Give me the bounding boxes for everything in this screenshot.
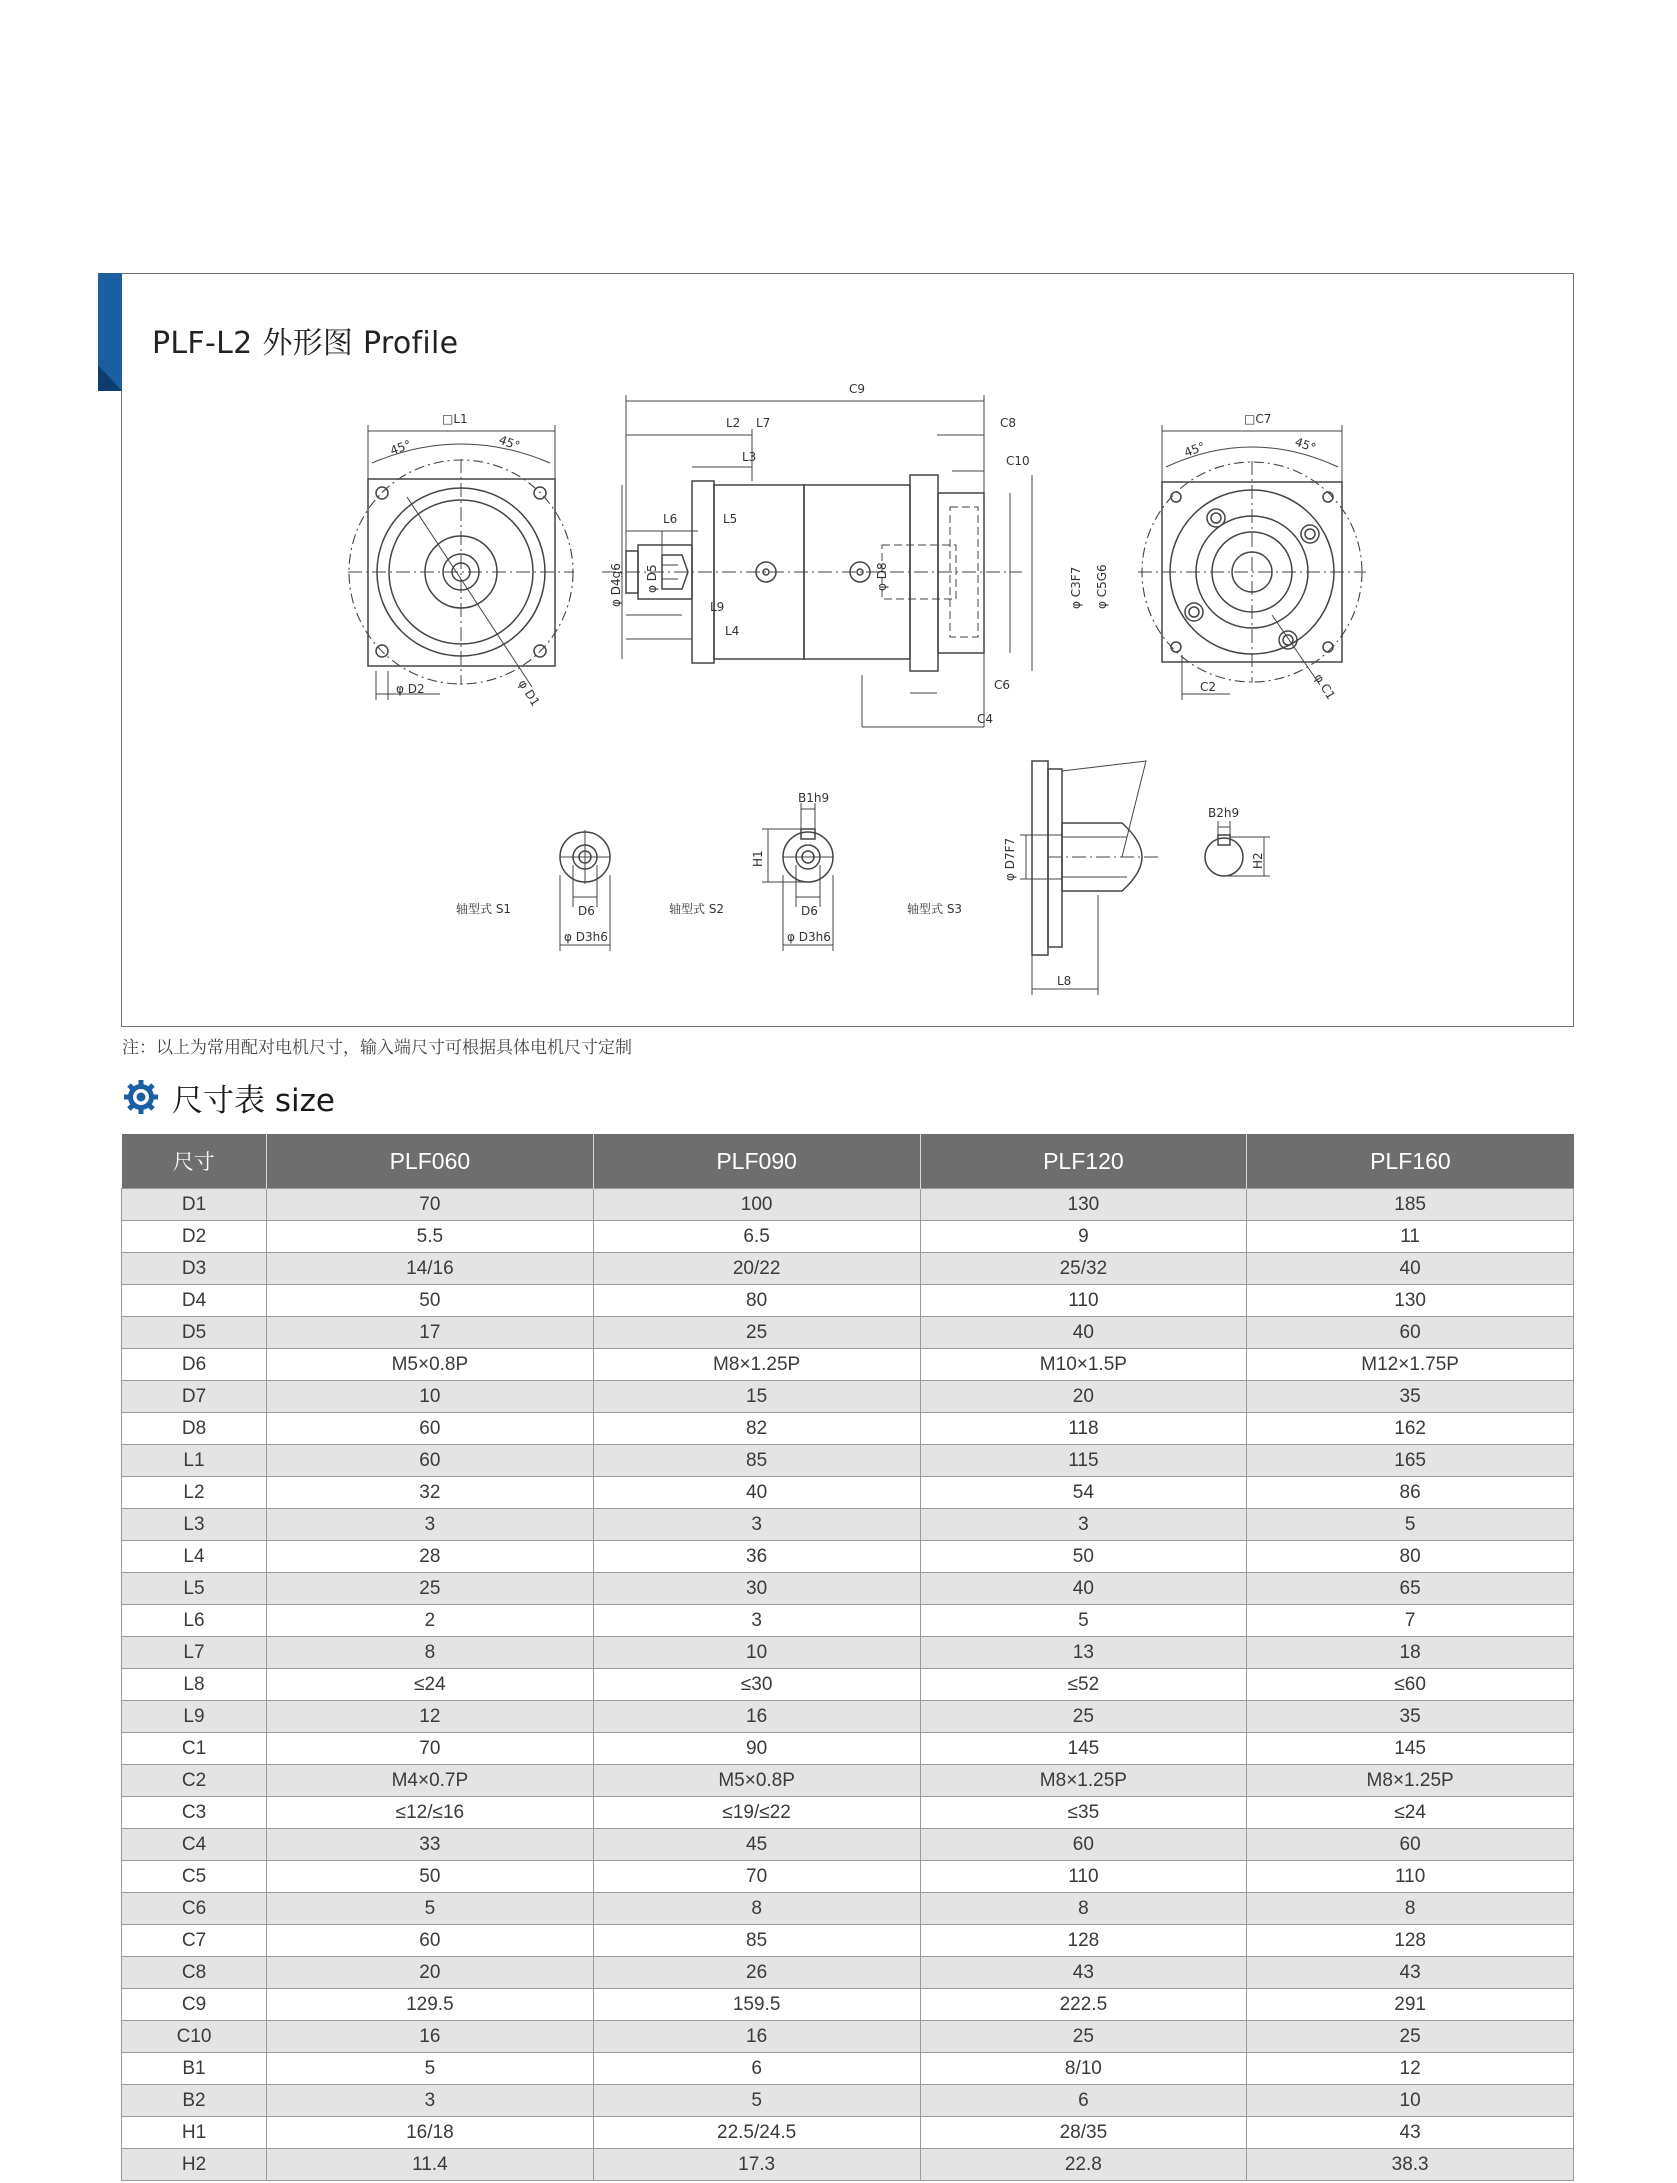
row-label-cell: L1 xyxy=(122,1445,267,1477)
value-cell: 25 xyxy=(593,1317,920,1349)
value-cell: 5.5 xyxy=(267,1221,594,1253)
dim-label: φ D7F7 xyxy=(1003,837,1017,881)
value-cell: 17 xyxy=(267,1317,594,1349)
value-cell: 110 xyxy=(920,1861,1247,1893)
value-cell: 3 xyxy=(267,2085,594,2117)
value-cell: 82 xyxy=(593,1413,920,1445)
value-cell: M8×1.25P xyxy=(1247,1765,1574,1797)
value-cell: 20/22 xyxy=(593,1253,920,1285)
table-row xyxy=(122,1573,1574,1605)
row-label-cell: C2 xyxy=(122,1765,267,1797)
dim-label: φ D2 xyxy=(396,682,425,696)
value-cell: 28/35 xyxy=(920,2117,1247,2149)
row-label-cell: C10 xyxy=(122,2021,267,2053)
value-cell: 130 xyxy=(920,1189,1247,1221)
value-cell: 18 xyxy=(1247,1637,1574,1669)
shaft-type-s3 xyxy=(1020,761,1162,995)
value-cell: 6 xyxy=(593,2053,920,2085)
value-cell: 11 xyxy=(1247,1221,1574,1253)
value-cell: 40 xyxy=(1247,1253,1574,1285)
dimension-table xyxy=(121,1134,1574,2181)
value-cell: 145 xyxy=(920,1733,1247,1765)
value-cell: 60 xyxy=(267,1445,594,1477)
value-cell: 159.5 xyxy=(593,1989,920,2021)
value-cell: 36 xyxy=(593,1541,920,1573)
row-label-cell: D5 xyxy=(122,1317,267,1349)
table-row xyxy=(122,1957,1574,1989)
value-cell: 60 xyxy=(1247,1829,1574,1861)
value-cell: 22.8 xyxy=(920,2149,1247,2181)
shaft-type-label: 轴型式 S1 xyxy=(456,902,512,916)
value-cell: 25/32 xyxy=(920,1253,1247,1285)
table-row xyxy=(122,1541,1574,1573)
shaft-type-label: 轴型式 S2 xyxy=(669,902,725,916)
value-cell: 5 xyxy=(267,2053,594,2085)
value-cell: 16 xyxy=(593,2021,920,2053)
row-label-cell: D2 xyxy=(122,1221,267,1253)
value-cell: M12×1.75P xyxy=(1247,1349,1574,1381)
dim-label: φ C1 xyxy=(1311,671,1339,703)
value-cell: 8/10 xyxy=(920,2053,1247,2085)
row-label-cell: C9 xyxy=(122,1989,267,2021)
table-row xyxy=(122,1445,1574,1477)
dim-label: φ C5G6 xyxy=(1095,564,1109,609)
dim-label: L2 xyxy=(726,416,741,430)
value-cell: 85 xyxy=(593,1925,920,1957)
value-cell: 10 xyxy=(267,1381,594,1413)
row-label-cell: D7 xyxy=(122,1381,267,1413)
dim-label: φ D3h6 xyxy=(787,930,831,944)
table-row xyxy=(122,1349,1574,1381)
dim-label: L3 xyxy=(742,450,757,464)
header-cell: PLF120 xyxy=(920,1134,1247,1189)
header-cell: PLF160 xyxy=(1247,1134,1574,1189)
value-cell: 162 xyxy=(1247,1413,1574,1445)
value-cell: 15 xyxy=(593,1381,920,1413)
row-label-cell: L3 xyxy=(122,1509,267,1541)
value-cell: 85 xyxy=(593,1445,920,1477)
value-cell: 80 xyxy=(593,1285,920,1317)
shaft-type-label: 轴型式 S3 xyxy=(907,902,963,916)
table-body xyxy=(122,1189,1574,2181)
value-cell: 38.3 xyxy=(1247,2149,1574,2181)
table-row xyxy=(122,1861,1574,1893)
row-label-cell: D1 xyxy=(122,1189,267,1221)
value-cell: 222.5 xyxy=(920,1989,1247,2021)
value-cell: ≤35 xyxy=(920,1797,1247,1829)
value-cell: 86 xyxy=(1247,1477,1574,1509)
row-label-cell: C8 xyxy=(122,1957,267,1989)
row-label-cell: C5 xyxy=(122,1861,267,1893)
row-label-cell: H1 xyxy=(122,2117,267,2149)
table-row xyxy=(122,1413,1574,1445)
value-cell: ≤19/≤22 xyxy=(593,1797,920,1829)
dim-label: B1h9 xyxy=(798,791,830,805)
value-cell: 110 xyxy=(920,1285,1247,1317)
dim-label: L5 xyxy=(723,512,738,526)
value-cell: 26 xyxy=(593,1957,920,1989)
table-row xyxy=(122,1797,1574,1829)
value-cell: 7 xyxy=(1247,1605,1574,1637)
row-label-cell: L2 xyxy=(122,1477,267,1509)
dim-label: C8 xyxy=(1000,416,1017,430)
dim-label: C10 xyxy=(1006,454,1030,468)
dim-label: D6 xyxy=(578,904,595,918)
header-cell: 尺寸 xyxy=(122,1134,267,1189)
value-cell: 43 xyxy=(1247,1957,1574,1989)
dim-label: L9 xyxy=(710,600,725,614)
table-row xyxy=(122,1893,1574,1925)
header-cell: PLF060 xyxy=(267,1134,594,1189)
row-label-cell: L9 xyxy=(122,1701,267,1733)
table-row xyxy=(122,1477,1574,1509)
row-label-cell: L4 xyxy=(122,1541,267,1573)
table-row xyxy=(122,1509,1574,1541)
row-label-cell: C1 xyxy=(122,1733,267,1765)
value-cell: 20 xyxy=(267,1957,594,1989)
dim-label: L8 xyxy=(1057,974,1072,988)
input-front-view xyxy=(1138,425,1366,703)
value-cell: 12 xyxy=(1247,2053,1574,2085)
value-cell: 32 xyxy=(267,1477,594,1509)
dim-label: D6 xyxy=(801,904,818,918)
value-cell: 130 xyxy=(1247,1285,1574,1317)
dim-label: φ D5 xyxy=(645,564,659,593)
dim-label: H2 xyxy=(1251,852,1265,869)
table-row xyxy=(122,1829,1574,1861)
value-cell: 25 xyxy=(267,1573,594,1605)
value-cell: 16/18 xyxy=(267,2117,594,2149)
value-cell: 128 xyxy=(920,1925,1247,1957)
value-cell: 8 xyxy=(1247,1893,1574,1925)
table-row xyxy=(122,2021,1574,2053)
value-cell: 60 xyxy=(920,1829,1247,1861)
value-cell: 16 xyxy=(267,2021,594,2053)
value-cell: 12 xyxy=(267,1701,594,1733)
dim-label: 45° xyxy=(1182,439,1208,460)
dim-label: φ D3h6 xyxy=(564,930,608,944)
value-cell: M5×0.8P xyxy=(593,1765,920,1797)
value-cell: 40 xyxy=(920,1317,1247,1349)
value-cell: ≤30 xyxy=(593,1669,920,1701)
value-cell: 25 xyxy=(1247,2021,1574,2053)
table-row xyxy=(122,1253,1574,1285)
value-cell: 30 xyxy=(593,1573,920,1605)
value-cell: 80 xyxy=(1247,1541,1574,1573)
row-label-cell: D8 xyxy=(122,1413,267,1445)
table-row xyxy=(122,2053,1574,2085)
value-cell: 3 xyxy=(920,1509,1247,1541)
value-cell: 8 xyxy=(267,1637,594,1669)
header-cell: PLF090 xyxy=(593,1134,920,1189)
row-label-cell: D3 xyxy=(122,1253,267,1285)
value-cell: 33 xyxy=(267,1829,594,1861)
value-cell: 115 xyxy=(920,1445,1247,1477)
value-cell: 43 xyxy=(1247,2117,1574,2149)
value-cell: 5 xyxy=(593,2085,920,2117)
dim-label: C9 xyxy=(849,382,866,396)
value-cell: 9 xyxy=(920,1221,1247,1253)
dim-label: H1 xyxy=(751,850,765,867)
value-cell: 128 xyxy=(1247,1925,1574,1957)
value-cell: 90 xyxy=(593,1733,920,1765)
size-section-header xyxy=(124,1072,335,1122)
dim-label: φ D8 xyxy=(875,562,889,591)
dim-label: C6 xyxy=(994,678,1011,692)
footnote: 注：以上为常用配对电机尺寸，输入端尺寸可根据具体电机尺寸定制 xyxy=(122,1038,632,1058)
value-cell: 3 xyxy=(267,1509,594,1541)
value-cell: 145 xyxy=(1247,1733,1574,1765)
row-label-cell: C6 xyxy=(122,1893,267,1925)
dim-label: φ D1 xyxy=(515,677,543,709)
value-cell: 45 xyxy=(593,1829,920,1861)
value-cell: 118 xyxy=(920,1413,1247,1445)
dim-label: L7 xyxy=(756,416,771,430)
value-cell: 20 xyxy=(920,1381,1247,1413)
table-row xyxy=(122,1285,1574,1317)
dim-label: C4 xyxy=(977,712,994,726)
table-row xyxy=(122,1637,1574,1669)
row-label-cell: L6 xyxy=(122,1605,267,1637)
dim-label: φ C3F7 xyxy=(1069,566,1083,609)
table-row xyxy=(122,1189,1574,1221)
dim-label: L6 xyxy=(663,512,678,526)
value-cell: 25 xyxy=(920,1701,1247,1733)
value-cell: 2 xyxy=(267,1605,594,1637)
value-cell: 10 xyxy=(593,1637,920,1669)
row-label-cell: B2 xyxy=(122,2085,267,2117)
row-label-cell: D4 xyxy=(122,1285,267,1317)
dim-label: 45° xyxy=(388,437,414,458)
value-cell: M8×1.25P xyxy=(593,1349,920,1381)
value-cell: 25 xyxy=(920,2021,1247,2053)
value-cell: 54 xyxy=(920,1477,1247,1509)
value-cell: 60 xyxy=(267,1925,594,1957)
row-label-cell: C4 xyxy=(122,1829,267,1861)
table-header-row xyxy=(122,1134,1574,1189)
table-row xyxy=(122,1925,1574,1957)
table-row xyxy=(122,1605,1574,1637)
size-section-title: 尺寸表 size xyxy=(172,1082,335,1119)
table-row xyxy=(122,1221,1574,1253)
row-label-cell: H2 xyxy=(122,2149,267,2181)
dim-label: C2 xyxy=(1200,680,1217,694)
row-label-cell: L7 xyxy=(122,1637,267,1669)
row-label-cell: C7 xyxy=(122,1925,267,1957)
row-label-cell: B1 xyxy=(122,2053,267,2085)
value-cell: 291 xyxy=(1247,1989,1574,2021)
row-label-cell: C3 xyxy=(122,1797,267,1829)
value-cell: M10×1.5P xyxy=(920,1349,1247,1381)
profile-title: PLF-L2 外形图 Profile xyxy=(152,326,459,361)
value-cell: 70 xyxy=(267,1733,594,1765)
value-cell: 3 xyxy=(593,1509,920,1541)
value-cell: 50 xyxy=(267,1861,594,1893)
profile-drawing xyxy=(122,275,1572,1025)
value-cell: 70 xyxy=(593,1861,920,1893)
value-cell: 5 xyxy=(920,1605,1247,1637)
table-row xyxy=(122,1669,1574,1701)
value-cell: ≤60 xyxy=(1247,1669,1574,1701)
value-cell: 35 xyxy=(1247,1381,1574,1413)
value-cell: ≤12/≤16 xyxy=(267,1797,594,1829)
value-cell: 5 xyxy=(267,1893,594,1925)
value-cell: 10 xyxy=(1247,2085,1574,2117)
value-cell: 8 xyxy=(920,1893,1247,1925)
value-cell: 110 xyxy=(1247,1861,1574,1893)
table-row xyxy=(122,1989,1574,2021)
row-label-cell: D6 xyxy=(122,1349,267,1381)
value-cell: 70 xyxy=(267,1189,594,1221)
dim-label: 45° xyxy=(1292,434,1318,456)
value-cell: 5 xyxy=(1247,1509,1574,1541)
gearbox-side-view xyxy=(602,395,1032,727)
value-cell: 50 xyxy=(267,1285,594,1317)
row-label-cell: L5 xyxy=(122,1573,267,1605)
value-cell: 60 xyxy=(267,1413,594,1445)
dim-label: □L1 xyxy=(442,412,468,426)
dim-label: □C7 xyxy=(1244,412,1272,426)
table-row xyxy=(122,1765,1574,1797)
table-row xyxy=(122,2149,1574,2181)
table-row xyxy=(122,2085,1574,2117)
value-cell: 60 xyxy=(1247,1317,1574,1349)
gear-icon xyxy=(124,1080,158,1114)
value-cell: 50 xyxy=(920,1541,1247,1573)
value-cell: M5×0.8P xyxy=(267,1349,594,1381)
table-row xyxy=(122,1701,1574,1733)
value-cell: 8 xyxy=(593,1893,920,1925)
dim-label: B2h9 xyxy=(1208,806,1240,820)
value-cell: ≤24 xyxy=(267,1669,594,1701)
output-front-view xyxy=(348,425,574,700)
value-cell: 100 xyxy=(593,1189,920,1221)
value-cell: 40 xyxy=(593,1477,920,1509)
value-cell: 43 xyxy=(920,1957,1247,1989)
value-cell: 22.5/24.5 xyxy=(593,2117,920,2149)
value-cell: 40 xyxy=(920,1573,1247,1605)
value-cell: ≤24 xyxy=(1247,1797,1574,1829)
dim-label: φ D4g6 xyxy=(609,563,623,607)
value-cell: 17.3 xyxy=(593,2149,920,2181)
row-label-cell: L8 xyxy=(122,1669,267,1701)
value-cell: 6 xyxy=(920,2085,1247,2117)
value-cell: 13 xyxy=(920,1637,1247,1669)
value-cell: 35 xyxy=(1247,1701,1574,1733)
value-cell: 165 xyxy=(1247,1445,1574,1477)
value-cell: 14/16 xyxy=(267,1253,594,1285)
dim-label: 45° xyxy=(496,432,522,454)
dim-label: L4 xyxy=(725,624,740,638)
value-cell: 6.5 xyxy=(593,1221,920,1253)
table-row xyxy=(122,2117,1574,2149)
table-row xyxy=(122,1381,1574,1413)
shaft-type-s2 xyxy=(762,803,833,951)
value-cell: 28 xyxy=(267,1541,594,1573)
value-cell: 65 xyxy=(1247,1573,1574,1605)
table-row xyxy=(122,1733,1574,1765)
value-cell: 185 xyxy=(1247,1189,1574,1221)
value-cell: 129.5 xyxy=(267,1989,594,2021)
table-row xyxy=(122,1317,1574,1349)
value-cell: 3 xyxy=(593,1605,920,1637)
value-cell: M8×1.25P xyxy=(920,1765,1247,1797)
value-cell: ≤52 xyxy=(920,1669,1247,1701)
value-cell: 16 xyxy=(593,1701,920,1733)
value-cell: M4×0.7P xyxy=(267,1765,594,1797)
value-cell: 11.4 xyxy=(267,2149,594,2181)
